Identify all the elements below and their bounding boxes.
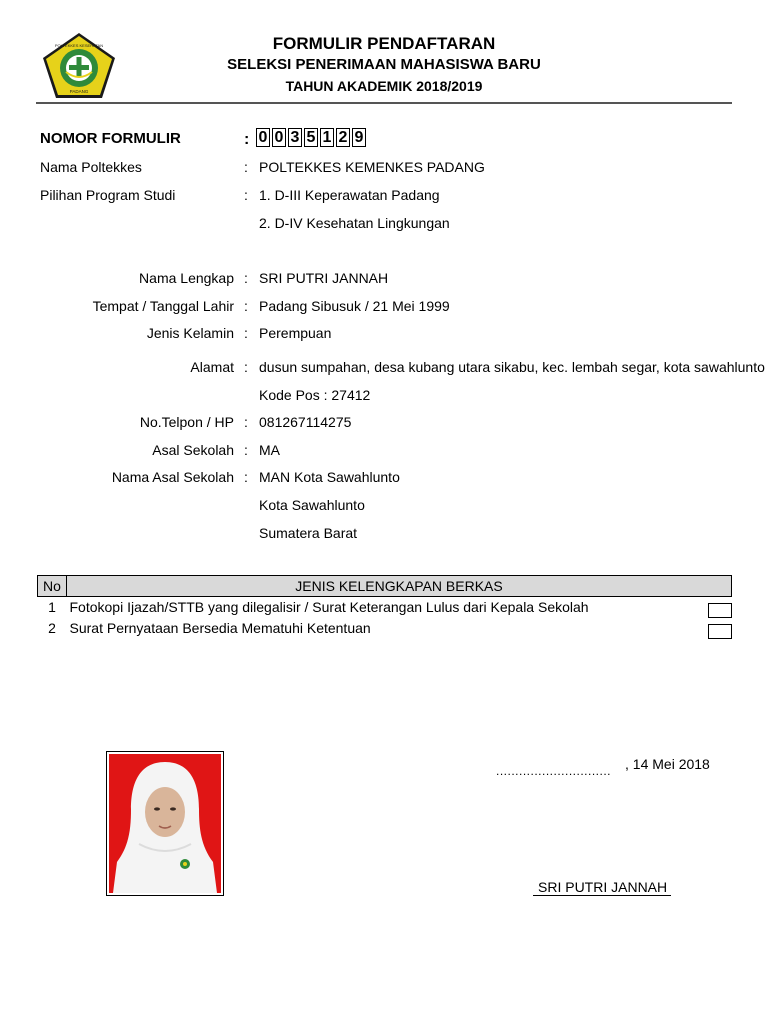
logo-text-bottom: PADANG [69,89,89,94]
berkas-checkbox-2[interactable] [708,624,732,639]
nama-asal-sekolah-label: Nama Asal Sekolah [111,469,234,485]
col-no-header: No [38,576,67,597]
nomor-digit: 0 [272,128,286,147]
form-subtitle: SELEKSI PENERIMAAN MAHASISWA BARU [227,56,541,73]
colon: : [244,469,248,485]
alamat-label: Alamat [190,359,234,375]
nomor-digit: 5 [304,128,318,147]
applicant-photo-frame [106,751,224,896]
colon: : [244,187,248,203]
kode-pos-value: Kode Pos : 27412 [259,387,371,403]
colon: : [244,359,248,375]
colon: : [244,325,248,341]
berkas-checkbox-1[interactable] [708,603,732,618]
nama-asal-sekolah-value: MAN Kota Sawahlunto [259,469,400,485]
ttl-value: Padang Sibusuk / 21 Mei 1999 [259,298,450,314]
colon: : [244,442,248,458]
berkas-header-row [38,576,732,597]
row-no: 2 [48,620,56,636]
sign-date: , 14 Mei 2018 [625,756,710,772]
nomor-digit: 2 [336,128,350,147]
colon: : [244,159,248,175]
nomor-formulir-digits [256,128,366,147]
provinsi-sekolah-value: Sumatera Barat [259,525,358,541]
telpon-value: 081267114275 [259,414,352,430]
colon: : [244,298,248,314]
row-text: Fotokopi Ijazah/STTB yang dilegalisir / Surat Keterangan Lulus dari Kepala Sekolah [69,599,589,616]
applicant-photo [109,754,221,893]
academic-year: TAHUN AKADEMIK 2018/2019 [285,78,483,94]
row-text: Surat Pernyataan Bersedia Mematuhi Ketentuan [69,620,371,636]
place-dots: .............................. [496,764,612,778]
nama-poltekkes-label: Nama Poltekkes [40,159,142,175]
nomor-digit: 3 [288,128,302,147]
nama-lengkap-value: SRI PUTRI JANNAH [259,270,389,286]
nama-poltekkes-value: POLTEKKES KEMENKES PADANG [259,159,485,175]
table-row [38,597,732,618]
prodi-label: Pilihan Program Studi [40,187,176,203]
asal-sekolah-value: MA [259,442,280,458]
telpon-label: No.Telpon / HP [139,414,234,430]
nama-lengkap-label: Nama Lengkap [139,270,234,286]
row-no: 1 [48,599,56,616]
nomor-formulir-label: NOMOR FORMULIR [40,130,181,147]
colon: : [244,131,250,148]
berkas-table [37,575,732,639]
jenis-kelamin-value: Perempuan [259,325,332,341]
colon: : [244,414,248,430]
nomor-digit: 9 [352,128,366,147]
table-row [38,618,732,639]
alamat-value: dusun sumpahan, desa kubang utara sikabu, kec. lembah segar, kota sawahlunto [259,359,765,375]
ttl-label: Tempat / Tanggal Lahir [92,298,234,314]
colon: : [244,270,248,286]
logo-text-top: POLTEKKES KESEHATAN [54,43,104,48]
form-title: FORMULIR PENDAFTARAN [272,34,496,53]
kota-sekolah-value: Kota Sawahlunto [259,497,365,513]
col-jenis-header: JENIS KELENGKAPAN BERKAS [67,576,732,597]
jenis-kelamin-label: Jenis Kelamin [146,325,234,341]
prodi-option-2: 2. D-IV Kesehatan Lingkungan [259,215,450,231]
asal-sekolah-label: Asal Sekolah [152,442,234,458]
header-divider [36,102,732,104]
nomor-digit: 1 [320,128,334,147]
nomor-digit: 0 [256,128,270,147]
prodi-option-1: 1. D-III Keperawatan Padang [259,187,440,203]
signer-name: SRI PUTRI JANNAH [533,880,671,896]
